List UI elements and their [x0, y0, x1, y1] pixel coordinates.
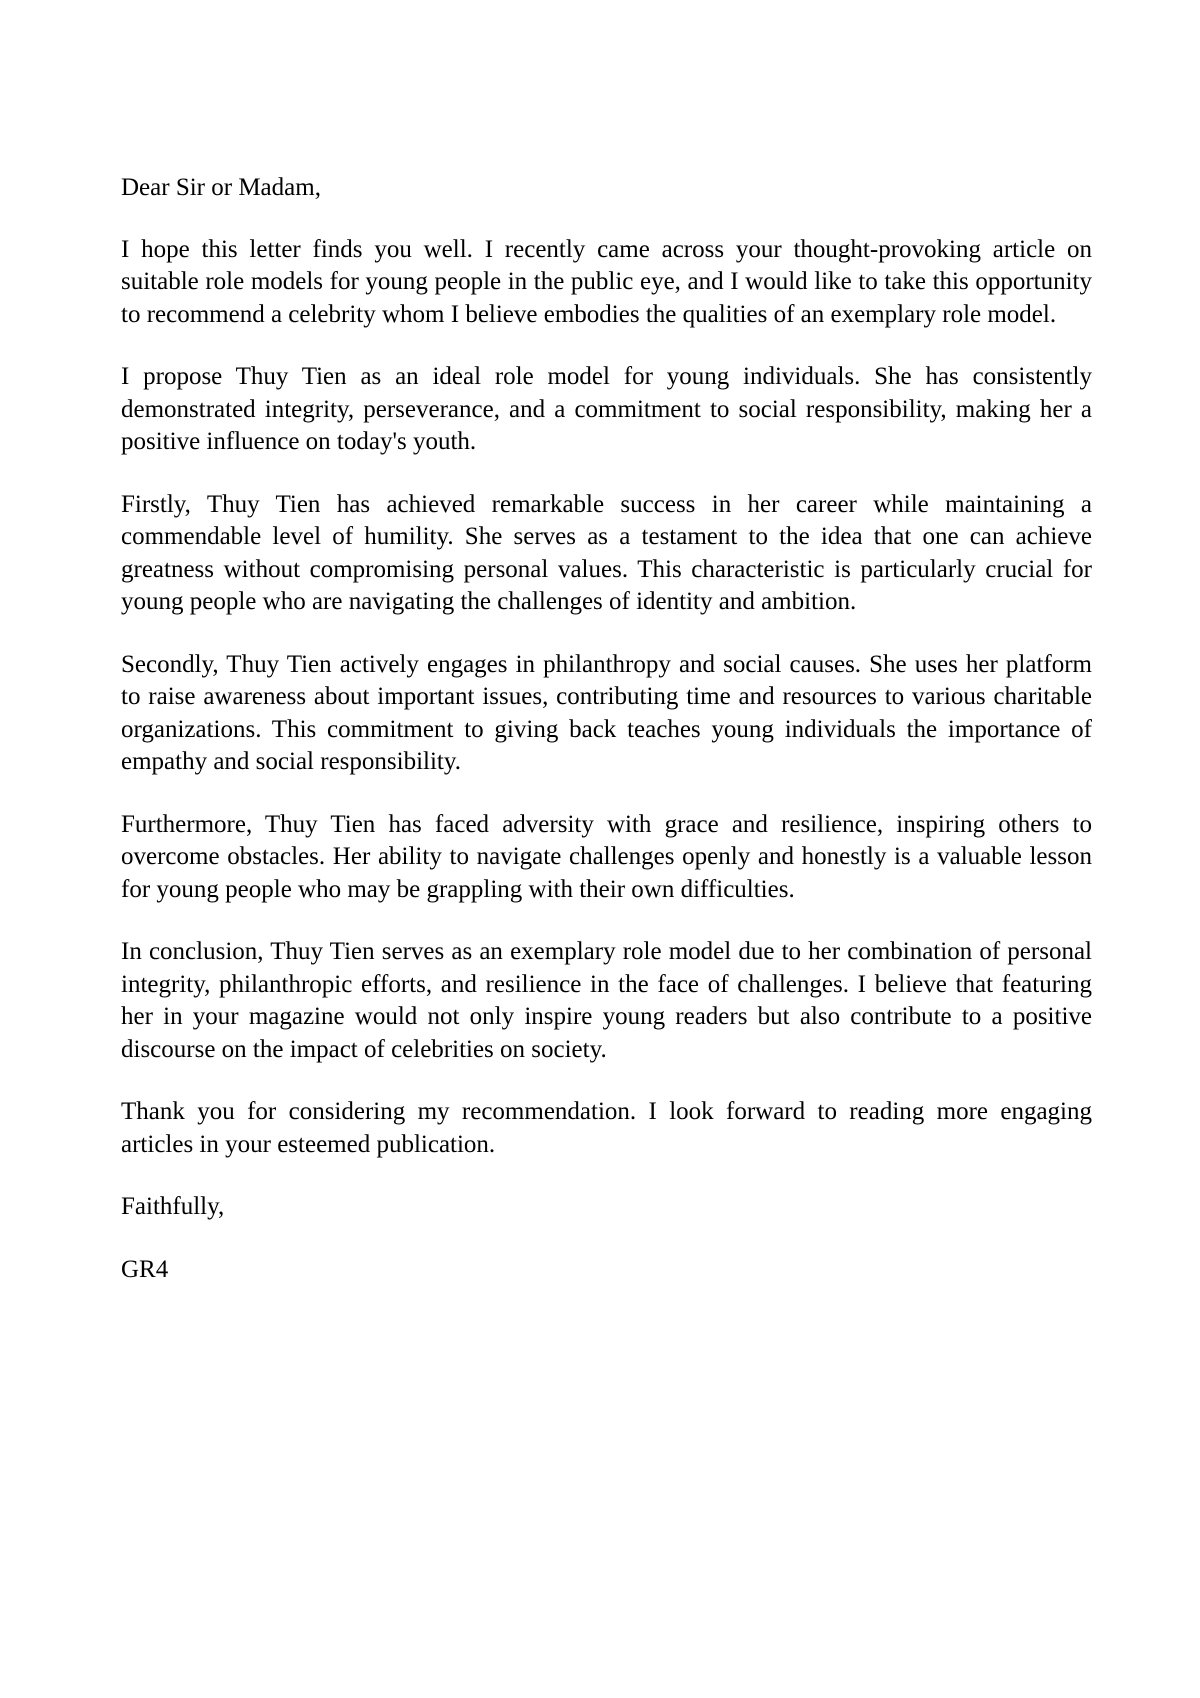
paragraph-conclusion: In conclusion, Thuy Tien serves as an exemplary role model due to her combination of personal integrity, philanthropic efforts, and resilience in the face of challenges. I believe that featuring her in your magazine would not only inspire young readers but also contribute to a positive discourse on the impact of celebrities on society.	[121, 938, 1092, 1063]
salutation: Dear Sir or Madam,	[121, 174, 321, 201]
letter-body	[121, 172, 1092, 1286]
paragraph-proposal: I propose Thuy Tien as an ideal role model for young individuals. She has consistently demonstrated integrity, perseverance, and a commitment to social responsibility, making her a positive influence on today's youth.	[121, 363, 1092, 455]
signature: GR4	[121, 1255, 169, 1283]
closing: Faithfully,	[121, 1193, 225, 1220]
paragraph-firstly: Firstly, Thuy Tien has achieved remarkable success in her career while maintaining a commendable level of humility. She serves as a testament to the idea that one can achieve greatness without compromising personal values. This characteristic is particularly crucial for young people who are navigating the challenges of identity and ambition.	[121, 490, 1092, 615]
paragraph-secondly: Secondly, Thuy Tien actively engages in philanthropy and social causes. She uses her platform to raise awareness about important issues, contributing time and resources to various charitable organizations. This commitment to giving back teaches young individuals the importance of empathy and social responsibility.	[121, 650, 1092, 775]
paragraph-intro: I hope this letter finds you well. I recently came across your thought-provoking article on suitable role models for young people in the public eye, and I would like to take this opportunity to recommend a celebrity whom I believe embodies the qualities of an exemplary role model.	[121, 235, 1092, 328]
paragraph-thanks: Thank you for considering my recommendation. I look forward to reading more engaging articles in your esteemed publication.	[121, 1098, 1092, 1158]
paragraph-furthermore: Furthermore, Thuy Tien has faced adversity with grace and resilience, inspiring others to overcome obstacles. Her ability to navigate challenges openly and honestly is a valuable lesson for young people who may be grappling with their own difficulties.	[121, 810, 1092, 903]
